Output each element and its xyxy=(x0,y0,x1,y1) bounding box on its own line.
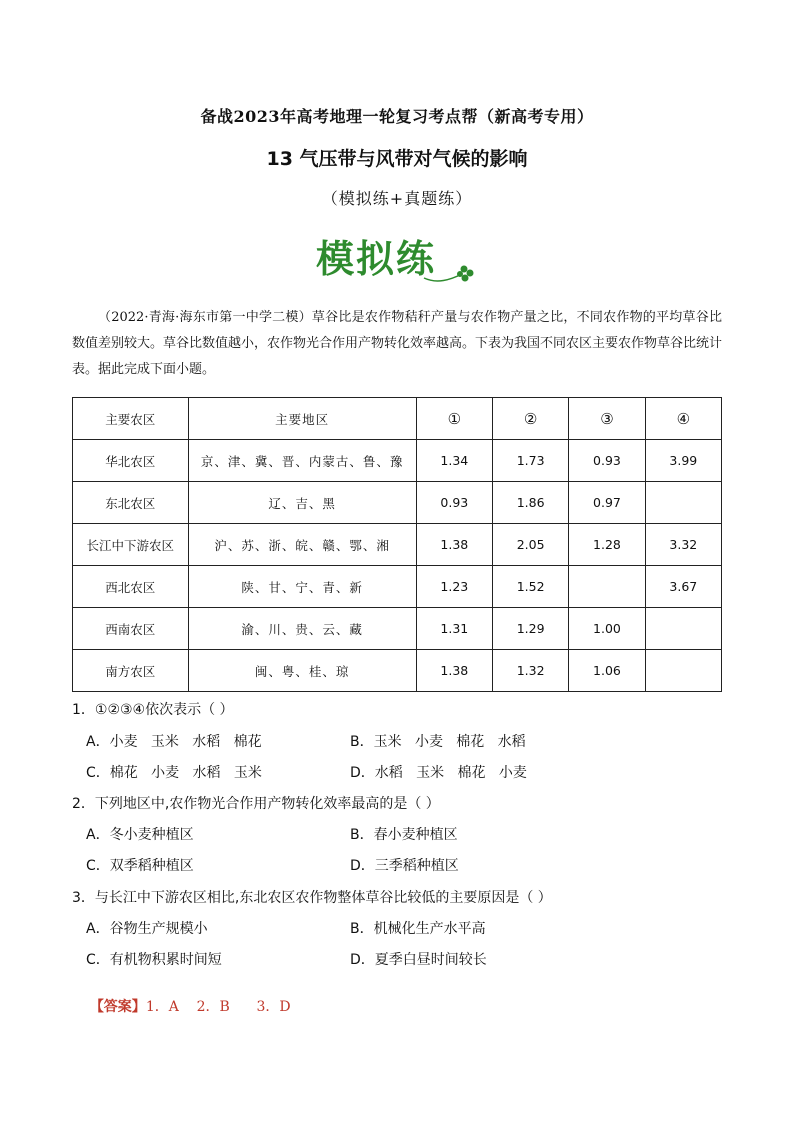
table-cell: 渝、川、贵、云、藏 xyxy=(188,608,416,650)
question-stem: 3．与长江中下游农区相比,东北农区农作物整体草谷比较低的主要原因是（ ） xyxy=(72,890,552,906)
table-cell: 长江中下游农区 xyxy=(73,524,189,566)
table-cell: 1.29 xyxy=(493,608,569,650)
table-row xyxy=(73,524,722,566)
question-stem: 1．①②③④依次表示（ ） xyxy=(72,702,234,718)
table-row xyxy=(73,650,722,692)
table-cell: 闽、粤、桂、琼 xyxy=(188,650,416,692)
table-row xyxy=(73,440,722,482)
table-cell: 1.73 xyxy=(493,440,569,482)
chapter-title: 13 气压带与风带对气候的影响 xyxy=(266,148,528,170)
straw-grain-ratio-table xyxy=(72,397,722,692)
table-cell: 1.86 xyxy=(493,482,569,524)
table-cell: 1.06 xyxy=(569,650,645,692)
table-cell: 1.34 xyxy=(416,440,492,482)
header-cell: ④ xyxy=(645,398,721,440)
table-cell: 1.28 xyxy=(569,524,645,566)
question-option: A．冬小麦种植区 xyxy=(86,827,194,843)
table-cell xyxy=(569,566,645,608)
table-cell: 西北农区 xyxy=(73,566,189,608)
answer-line xyxy=(72,980,291,1032)
table-cell: 东北农区 xyxy=(73,482,189,524)
question-stem: 2．下列地区中,农作物光合作用产物转化效率最高的是（ ） xyxy=(72,796,440,812)
table-cell: 华北农区 xyxy=(73,440,189,482)
header-cell: 主要农区 xyxy=(73,398,189,440)
table-cell: 1.00 xyxy=(569,608,645,650)
table-header-row xyxy=(73,398,722,440)
table-cell: 辽、吉、黑 xyxy=(188,482,416,524)
table-row xyxy=(73,566,722,608)
table-cell: 南方农区 xyxy=(73,650,189,692)
question-option: C．双季稻种植区 xyxy=(86,858,194,874)
table-row xyxy=(73,482,722,524)
series-title: 备战2023年高考地理一轮复习考点帮（新高考专用） xyxy=(200,107,594,126)
table-cell: 京、津、冀、晋、内蒙古、鲁、豫 xyxy=(188,440,416,482)
table-cell: 1.32 xyxy=(493,650,569,692)
table-cell: 0.97 xyxy=(569,482,645,524)
table-cell xyxy=(645,608,721,650)
table-cell: 2.05 xyxy=(493,524,569,566)
table-cell: 陕、甘、宁、青、新 xyxy=(188,566,416,608)
table-cell: 1.52 xyxy=(493,566,569,608)
subtitle: （模拟练+真题练） xyxy=(321,189,473,208)
header-cell: ② xyxy=(493,398,569,440)
table-row xyxy=(73,608,722,650)
header-cell: 主要地区 xyxy=(188,398,416,440)
section-logo-text: 模拟练 xyxy=(316,237,437,281)
answer-text: 1．A 2．B 3．D xyxy=(145,999,291,1015)
question-option: D．三季稻种植区 xyxy=(350,858,459,874)
question-option: A．小麦 玉米 水稻 棉花 xyxy=(86,734,262,750)
table-cell: 3.99 xyxy=(645,440,721,482)
question-option: A．谷物生产规模小 xyxy=(86,921,208,937)
table-cell: 沪、苏、浙、皖、赣、鄂、湘 xyxy=(188,524,416,566)
header-cell: ③ xyxy=(569,398,645,440)
table-cell xyxy=(645,482,721,524)
question-option: B．春小麦种植区 xyxy=(350,827,458,843)
question-option: B．玉米 小麦 棉花 水稻 xyxy=(350,734,526,750)
question-option: D．水稻 玉米 棉花 小麦 xyxy=(350,765,527,781)
question-option: C．棉花 小麦 水稻 玉米 xyxy=(86,765,262,781)
table-cell: 1.31 xyxy=(416,608,492,650)
question-option: D．夏季白昼时间较长 xyxy=(350,952,487,968)
table-cell: 0.93 xyxy=(569,440,645,482)
table-cell xyxy=(645,650,721,692)
table-cell: 西南农区 xyxy=(73,608,189,650)
table-cell: 3.67 xyxy=(645,566,721,608)
table-cell: 0.93 xyxy=(416,482,492,524)
question-option: B．机械化生产水平高 xyxy=(350,921,486,937)
table-cell: 1.23 xyxy=(416,566,492,608)
section-logo xyxy=(312,228,482,288)
answer-label: 【答案】 xyxy=(89,999,146,1015)
question-option: C．有机物积累时间短 xyxy=(86,952,222,968)
table-cell: 3.32 xyxy=(645,524,721,566)
table-cell: 1.38 xyxy=(416,650,492,692)
clover-icon xyxy=(457,266,474,282)
header-cell: ① xyxy=(416,398,492,440)
table-cell: 1.38 xyxy=(416,524,492,566)
intro-paragraph: （2022·青海·海东市第一中学二模）草谷比是农作物秸秆产量与农作物产量之比，不同农作物的平均草谷比数值差别较大。草谷比数值越小，农作物光合作用产物转化效率越高。下表为我国不同农区主要农作物草谷比统计表。据此完成下面小题。 xyxy=(72,310,723,377)
